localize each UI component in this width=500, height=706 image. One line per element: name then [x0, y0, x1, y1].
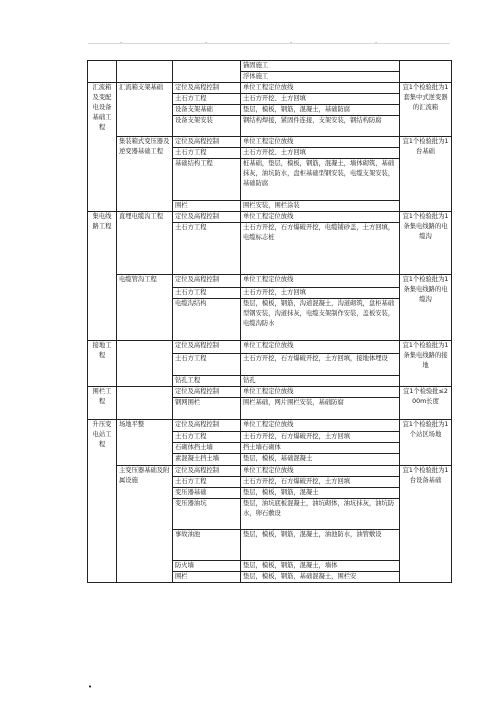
subitem-cell: 主变压器基础及附属设施	[117, 466, 173, 583]
table-row	[88, 420, 452, 432]
content-cell: 单位工程定位放线	[241, 275, 400, 288]
content-cell: 挡土墙石砌体	[241, 443, 400, 454]
content-cell: 垫层，模板，钢筋，混凝土，油池防水，油管敷设	[241, 530, 400, 561]
table-row	[88, 341, 452, 354]
item-cell: 钢网围栏	[173, 398, 241, 420]
verify-cell: 宜1个检验批为1台设备基础	[400, 466, 452, 583]
item-cell: 定位及高程控制	[173, 341, 241, 354]
content-cell: 浮体施工	[241, 72, 400, 83]
subitem-cell	[117, 61, 173, 83]
item-cell: 防火墙	[173, 561, 241, 572]
header-mark: -	[120, 39, 123, 46]
item-cell: 电缆沟结构	[173, 299, 241, 341]
header-mark: -	[290, 39, 293, 46]
table-row	[88, 275, 452, 288]
item-cell: 定位及高程控制	[173, 83, 241, 94]
content-cell: 锚固施工	[241, 61, 400, 72]
item-cell: 土石方工程	[173, 94, 241, 105]
content-cell: 单位工程定位放线	[241, 341, 400, 354]
content-cell: 围栏基础，网片围栏安装，基础防腐	[241, 398, 400, 420]
item-cell: 素混凝土挡土墙	[173, 454, 241, 466]
verify-cell: 宜1个检验批为1条集电线路的电缆沟	[400, 275, 452, 341]
subitem-cell: 集装箱式变压器及逆变器基础工程	[117, 137, 173, 212]
subitem-cell: 直埋电缆沟工程	[117, 212, 173, 275]
item-cell: 围栏	[173, 201, 241, 212]
verify-cell: 宜1个检验批为1台基础	[400, 137, 452, 212]
item-cell: 定位及高程控制	[173, 212, 241, 223]
item-cell: 围栏	[173, 572, 241, 583]
item-cell: 钻孔工程	[173, 376, 241, 387]
header-mark: -	[205, 39, 208, 46]
table-row	[88, 83, 452, 94]
item-cell: 土石方工程	[173, 432, 241, 443]
table-row	[88, 137, 452, 148]
content-cell: 土石方开挖，石方爆破开挖，土方回填，接地体埋设	[241, 354, 400, 376]
content-cell: 钢结构焊接，紧固件连接，支架安装，钢结构防腐	[241, 116, 400, 137]
content-cell: 土石方开挖，石方爆破开挖，电缆铺砂盖，土方回填，电缆标志桩	[241, 223, 400, 275]
content-cell: 垫层，模板，基础混凝土	[241, 454, 400, 466]
header-mark: -	[375, 39, 378, 46]
content-cell: 垫层，油坑底板混凝土，油坑砌体，油坑抹灰，油坑防水，卵石敷设	[241, 499, 400, 530]
category-cell: 汇流箱及变配电设备基础工程	[88, 83, 117, 212]
verify-cell: 宜1个检验批为1套集中式逆变器的汇流箱	[400, 83, 452, 137]
content-cell: 土石方开挖、土方回填	[241, 94, 400, 105]
item-cell: 土石方工程	[173, 148, 241, 159]
category-cell: 集电线路工程	[88, 212, 117, 341]
verify-cell	[400, 61, 452, 83]
verify-cell: 宜1个检验批为1条集电线路的电缆沟	[400, 212, 452, 275]
category-cell: 升压变电站工程	[88, 420, 117, 583]
content-cell: 垫层，模板，钢筋，沟道混凝土，沟道砌筑，盘柜基础型钢安装，沟道抹灰，电缆支架制作安装，盖板安装，电缆沟防水	[241, 299, 400, 341]
category-cell	[88, 61, 117, 83]
item-cell: 定位及高程控制	[173, 387, 241, 398]
table-row	[88, 212, 452, 223]
subitem-cell: 汇流箱支架基础	[117, 83, 173, 137]
verify-cell: 宜1个检验批为1个站区场地	[400, 420, 452, 466]
table-row	[88, 387, 452, 398]
item-cell: 石砌体挡土墙	[173, 443, 241, 454]
item-cell: 土石方工程	[173, 223, 241, 275]
item-cell: 定位及高程控制	[173, 137, 241, 148]
item-cell: 定位及高程控制	[173, 420, 241, 432]
content-cell: 土石方开挖，石方爆破开挖，土方回填	[241, 432, 400, 443]
content-cell: 单位工程定位放线	[241, 420, 400, 432]
content-cell: 桩基础，垫层，模板，钢筋，混凝土，墙体砌筑，基础抹灰，油坑防水，盘柜基础型钢安装，电缆支架安装，基础防腐	[241, 159, 400, 201]
item-cell: 事故油池	[173, 530, 241, 561]
subitem-cell	[117, 387, 173, 420]
content-cell: 单位工程定位放线	[241, 387, 400, 398]
inspection-table	[87, 60, 452, 583]
category-cell: 围栏工程	[88, 387, 117, 420]
content-cell: 围栏安装，围栏涂装	[241, 201, 400, 212]
item-cell: 土石方工程	[173, 477, 241, 488]
category-cell: 接地工程	[88, 341, 117, 387]
table-row	[88, 466, 452, 477]
item-cell: 基础结构工程	[173, 159, 241, 201]
content-cell: 单位工程定位放线	[241, 137, 400, 148]
content-cell: 钻孔	[241, 376, 400, 387]
content-cell: 垫层，模板，钢筋，混凝土，墙体	[241, 561, 400, 572]
content-cell: 垫层，模板，钢筋，基础混凝土，围栏安	[241, 572, 400, 583]
content-cell: 单位工程定位放线	[241, 83, 400, 94]
subitem-cell	[117, 341, 173, 387]
content-cell: 单位工程定位放线	[241, 466, 400, 477]
subitem-cell: 电缆管沟工程	[117, 275, 173, 341]
page-header-rule	[88, 43, 450, 44]
item-cell: 变压器基础	[173, 488, 241, 499]
item-cell: 变压器油坑	[173, 499, 241, 530]
subitem-cell: 场地平整	[117, 420, 173, 466]
content-cell: 土石方开挖，石方爆破开挖，土方回填	[241, 477, 400, 488]
item-cell: 设备支架安装	[173, 116, 241, 137]
verify-cell: 宜1个检验批≤200m长度	[400, 387, 452, 420]
item-cell: 定位及高程控制	[173, 275, 241, 288]
item-cell	[173, 61, 241, 83]
item-cell: 土石方工程	[173, 288, 241, 299]
content-cell: 垫层，模板，钢筋，混凝土	[241, 488, 400, 499]
content-cell: 土石方开挖，土方回填	[241, 288, 400, 299]
item-cell: 定位及高程控制	[173, 466, 241, 477]
footer-bullet: •	[88, 683, 93, 691]
item-cell: 设备支架基础	[173, 105, 241, 116]
table-row	[88, 61, 452, 72]
content-cell: 土石方开挖、土方回填	[241, 148, 400, 159]
verify-cell: 宜1个检验批为1条集电线路的接地	[400, 341, 452, 387]
item-cell: 土石方工程	[173, 354, 241, 376]
content-cell: 单位工程定位放线	[241, 212, 400, 223]
content-cell: 垫层，模板，钢筋，混凝土，基础防腐	[241, 105, 400, 116]
